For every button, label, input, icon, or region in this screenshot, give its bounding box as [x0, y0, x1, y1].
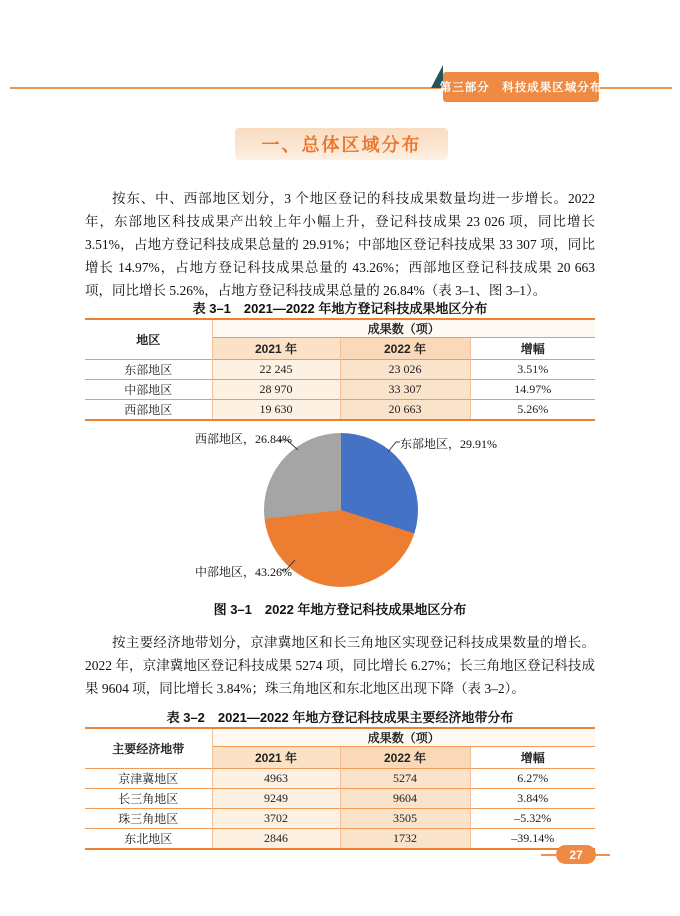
section-badge-label: 第三部分 科技成果区域分布: [439, 82, 603, 94]
table-row: [85, 829, 595, 849]
table2-col-group: 成果数（项）: [212, 728, 595, 747]
section-title: [235, 128, 448, 160]
table2-caption: 表 3–2 2021—2022 年地方登记科技成果主要经济地带分布: [166, 710, 514, 725]
table-row: [85, 319, 595, 338]
section-title-label: 一、总体区域分布: [261, 135, 422, 155]
table-cell: 京津冀地区: [85, 769, 212, 789]
paragraph-overview: 按东、中、西部地区划分，3 个地区登记的科技成果数量均进一步增长。2022 年，东部地区科技成果产出较上年小幅上升，登记科技成果 23 026 项，同比增长 3.51%，占地方登记科技成果总量的 29.91%；中部地区登记科技成果 33 307 项，同比增长 14.97%，占地方登记科技成果总量的 43.26%；西部地区登记科技成果 20 663 项，同比增长 5.26%，占地方登记科技成果总量的 26.84%（表 3–1、图 3–1）。: [85, 191, 595, 298]
table-row: [85, 809, 595, 829]
pie-figure: [85, 418, 595, 596]
table-cell: 珠三角地区: [85, 809, 212, 829]
table-cell: 9604: [340, 789, 470, 809]
table-cell: 中部地区: [85, 380, 212, 400]
table-row: [85, 400, 595, 420]
table-row: [85, 789, 595, 809]
table1-col-region: 地区: [85, 319, 212, 360]
figure-caption: 图 3–1 2022 年地方登记科技成果地区分布: [213, 602, 467, 617]
table-cell: 19 630: [212, 400, 340, 420]
table-cell: 东北地区: [85, 829, 212, 849]
table1-col-group: 成果数（项）: [212, 319, 595, 338]
table-cell: 2846: [212, 829, 340, 849]
table-cell: 28 970: [212, 380, 340, 400]
table-cell: 3.51%: [470, 360, 595, 380]
table-cell: 3702: [212, 809, 340, 829]
page-number: 27: [569, 847, 583, 862]
table-cell: 5.26%: [470, 400, 595, 420]
table-cell: 5274: [340, 769, 470, 789]
table1-col-2022: 2022 年: [340, 338, 470, 360]
table-cell: 33 307: [340, 380, 470, 400]
table-cell: 22 245: [212, 360, 340, 380]
table-cell: 4963: [212, 769, 340, 789]
page-number-badge: [556, 845, 596, 864]
table-cell: 1732: [340, 829, 470, 849]
table-cell: –5.32%: [470, 809, 595, 829]
table-region-distribution: [85, 318, 595, 421]
pie-label-central: 中部地区，43.26%: [195, 565, 292, 579]
table2-col-growth: 增幅: [470, 747, 595, 769]
table-economic-zone-distribution: [85, 727, 595, 850]
table2-col-2022: 2022 年: [340, 747, 470, 769]
table2-col-2021: 2021 年: [212, 747, 340, 769]
table-cell: 3505: [340, 809, 470, 829]
table-cell: 东部地区: [85, 360, 212, 380]
table-row: [85, 360, 595, 380]
table-cell: 23 026: [340, 360, 470, 380]
table1-col-growth: 增幅: [470, 338, 595, 360]
table-cell: 14.97%: [470, 380, 595, 400]
table-cell: 9249: [212, 789, 340, 809]
table1-caption: 表 3–1 2021—2022 年地方登记科技成果地区分布: [192, 301, 488, 316]
table-row: [85, 380, 595, 400]
table-cell: 西部地区: [85, 400, 212, 420]
table-cell: 20 663: [340, 400, 470, 420]
table2-col-region: 主要经济地带: [85, 728, 212, 769]
page-pill-line-left: [541, 854, 556, 856]
table-row: [85, 769, 595, 789]
table-cell: 6.27%: [470, 769, 595, 789]
paragraph-economic-zones: 按主要经济地带划分，京津冀地区和长三角地区实现登记科技成果数量的增长。2022 年，京津冀地区登记科技成果 5274 项，同比增长 6.27%；长三角地区登记科技成果 9604 项，同比增长 3.84%；珠三角地区和东北地区出现下降（表 3–2）。: [85, 635, 595, 696]
table1-col-2021: 2021 年: [212, 338, 340, 360]
table-cell: 3.84%: [470, 789, 595, 809]
page-pill-line-right: [596, 854, 610, 856]
table-cell: 长三角地区: [85, 789, 212, 809]
table-row: [85, 728, 595, 747]
pie-label-west: 西部地区，26.84%: [195, 432, 292, 446]
table-cell: –39.14%: [470, 829, 595, 849]
section-badge: [439, 72, 603, 102]
pie-label-east: 东部地区，29.91%: [400, 437, 497, 451]
